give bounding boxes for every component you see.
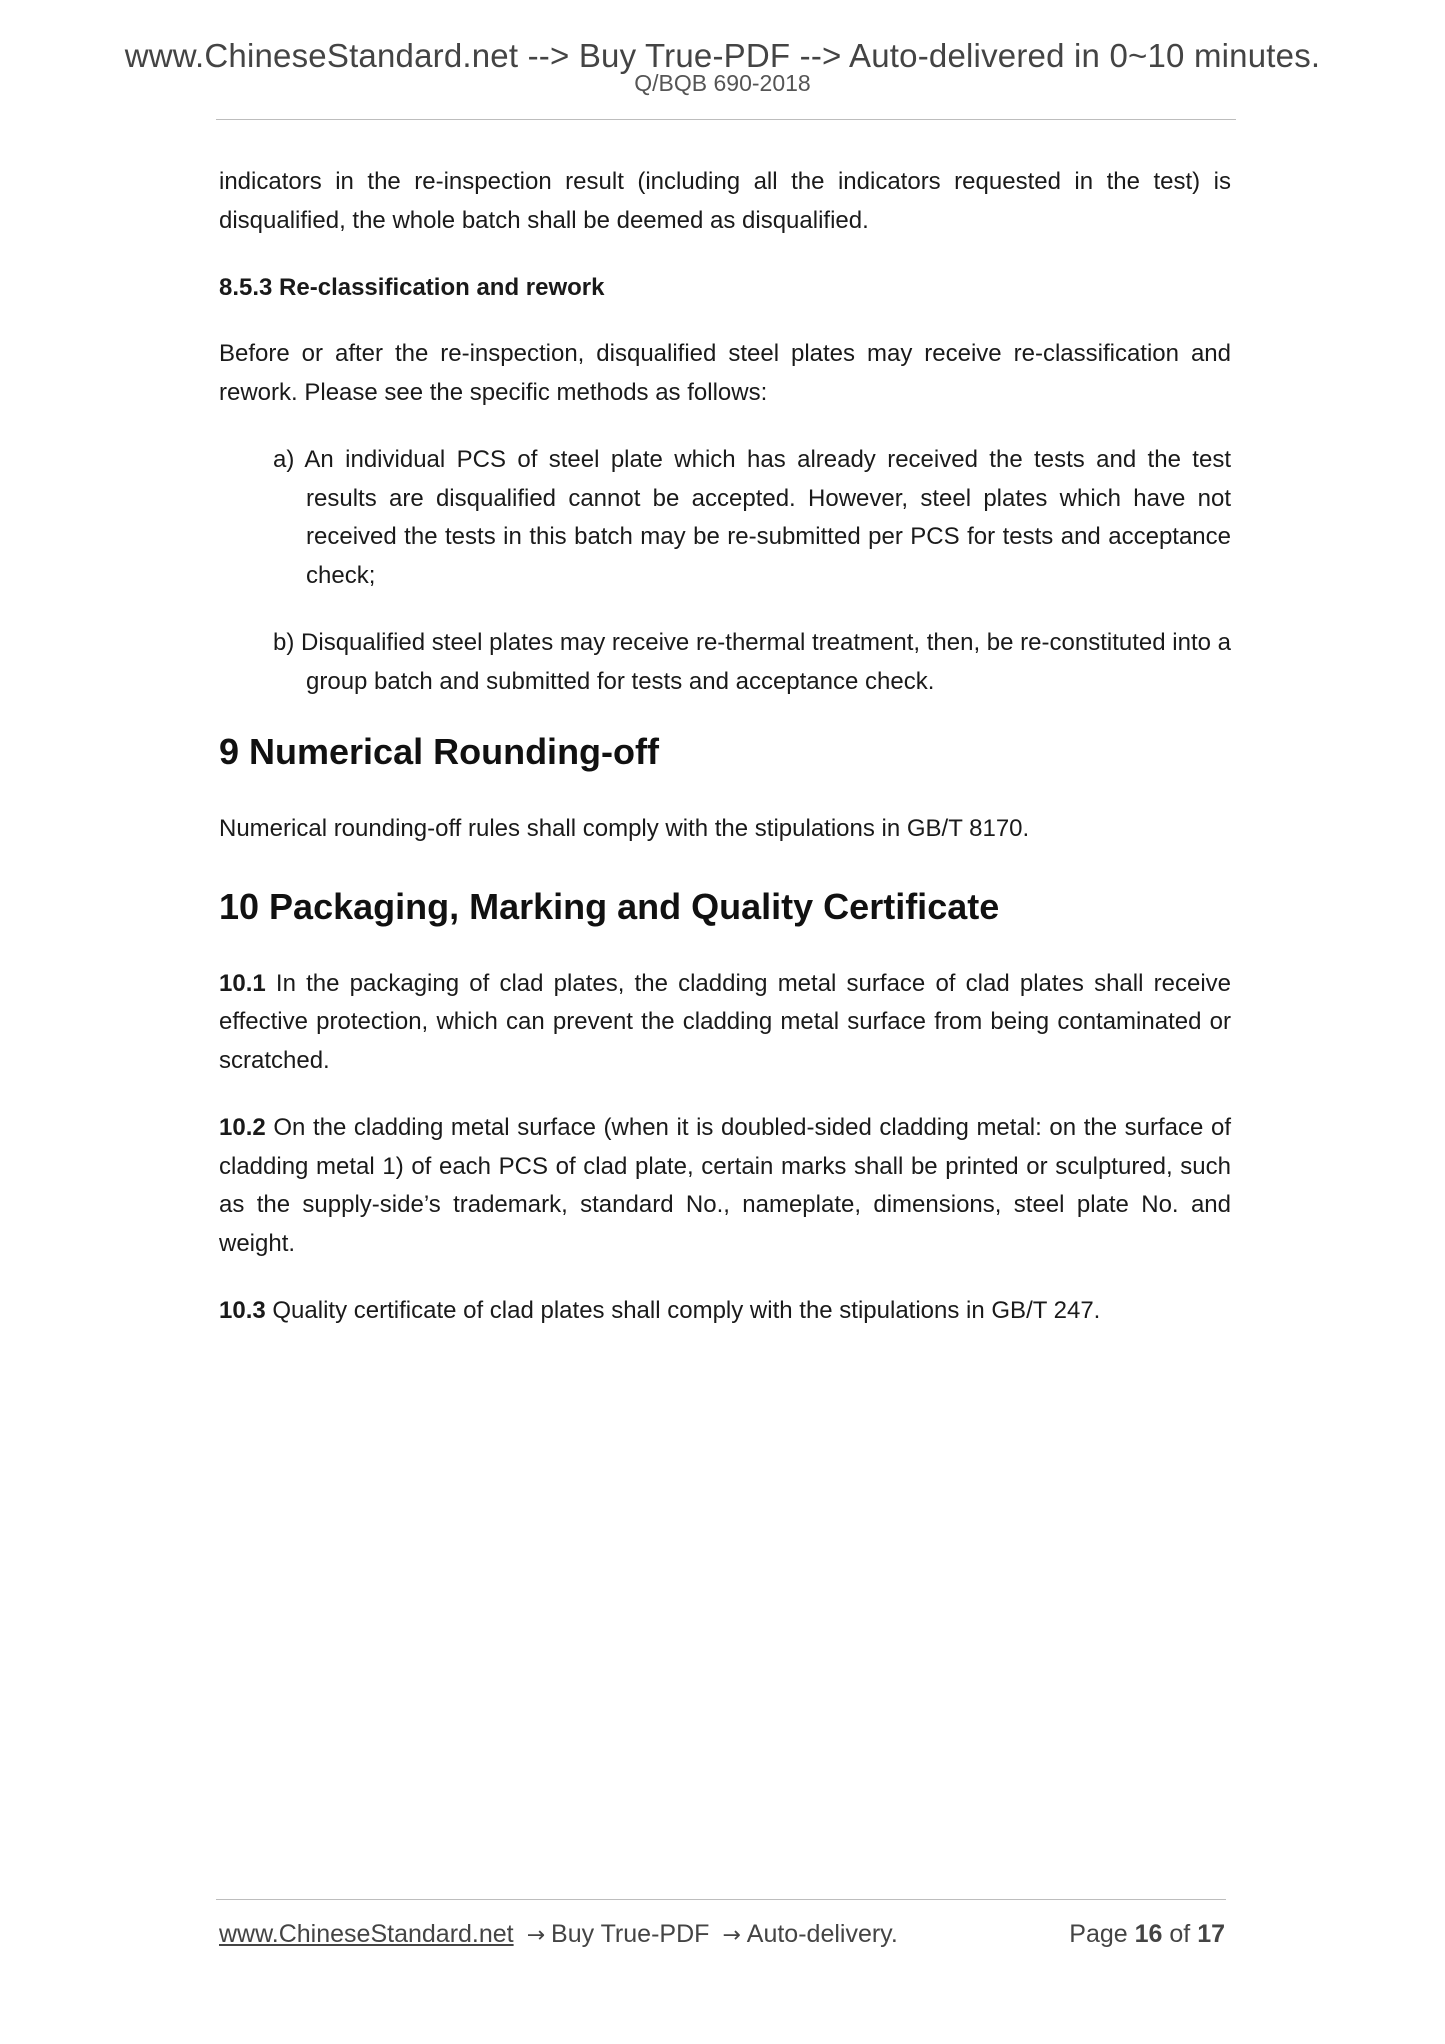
clause-text: On the cladding metal surface (when it is doubled-sided cladding metal: on the surface of cladding metal 1) of each PCS of clad plate, certain marks shall be printed or sculptured, such as the supply-side’s trademark, standard No., nameplate, dimensions, steel plate No. and weight. — [219, 1114, 1231, 1257]
arrow-right-icon: → — [722, 1923, 741, 1948]
section-10-heading: 10 Packaging, Marking and Quality Certificate — [219, 885, 1000, 927]
clause-number: 10.3 — [219, 1297, 266, 1324]
footer-buy-text: Buy True-PDF — [551, 1920, 710, 1948]
list-item-text: An individual PCS of steel plate which has already received the tests and the test results are disqualified cannot be accepted. However, steel plates which have not received the tests in this batch may be re-submitted per PCS for tests and acceptance check; — [304, 446, 1231, 589]
list-marker: a) — [273, 446, 305, 473]
top-banner: www.ChineseStandard.net --> Buy True-PDF --> Auto-delivered in 0~10 minutes. — [124, 37, 1321, 74]
clause-number: 10.1 — [219, 969, 266, 997]
footer-promo — [219, 1918, 898, 1952]
footer-delivery-text: Auto-delivery. — [746, 1920, 898, 1948]
header-divider — [216, 119, 1236, 120]
list-item-b — [219, 624, 1231, 701]
list-marker: b) — [273, 629, 302, 656]
page-content — [219, 163, 1231, 1360]
list-item-text: Disqualified steel plates may receive re-thermal treatment, then, be re-constituted into a group batch and submitted for tests and acceptance check. — [301, 629, 1231, 695]
list-item-a — [219, 441, 1231, 595]
clause-8-5-3-heading: 8.5.3 Re-classification and rework — [219, 274, 605, 301]
clause-10-3 — [219, 1292, 1231, 1331]
clause-10-2 — [219, 1109, 1231, 1263]
footer-site-link[interactable]: www.ChineseStandard.net — [219, 1920, 514, 1948]
page-label: Page — [1069, 1920, 1128, 1948]
section-9-heading: 9 Numerical Rounding-off — [219, 731, 659, 772]
of-label: of — [1169, 1920, 1191, 1948]
clause-10-1 — [219, 965, 1231, 1081]
page-indicator — [1069, 1918, 1225, 1950]
current-page-number: 16 — [1134, 1920, 1163, 1948]
clause-text: Quality certificate of clad plates shall comply with the stipulations in GB/T 247. — [265, 1297, 1101, 1324]
arrow-right-icon: → — [526, 1923, 546, 1948]
footer-divider — [216, 1899, 1226, 1900]
clause-number: 10.2 — [219, 1114, 266, 1141]
total-pages-number: 17 — [1197, 1920, 1225, 1948]
section-9-paragraph: Numerical rounding-off rules shall comply with the stipulations in GB/T 8170. — [219, 815, 1030, 842]
intro-paragraph: indicators in the re-inspection result (including all the indicators requested in the test) is disqualified, the whole batch shall be deemed as disqualified. — [219, 168, 1231, 234]
document-code: Q/BQB 690-2018 — [634, 70, 811, 96]
clause-8-5-3-paragraph: Before or after the re-inspection, disqualified steel plates may receive re-classification and rework. Please see the specific methods as follows: — [219, 340, 1231, 406]
clause-text: In the packaging of clad plates, the cladding metal surface of clad plates shall receive effective protection, which can prevent the cladding metal surface from being contaminated or scratched. — [219, 969, 1231, 1074]
